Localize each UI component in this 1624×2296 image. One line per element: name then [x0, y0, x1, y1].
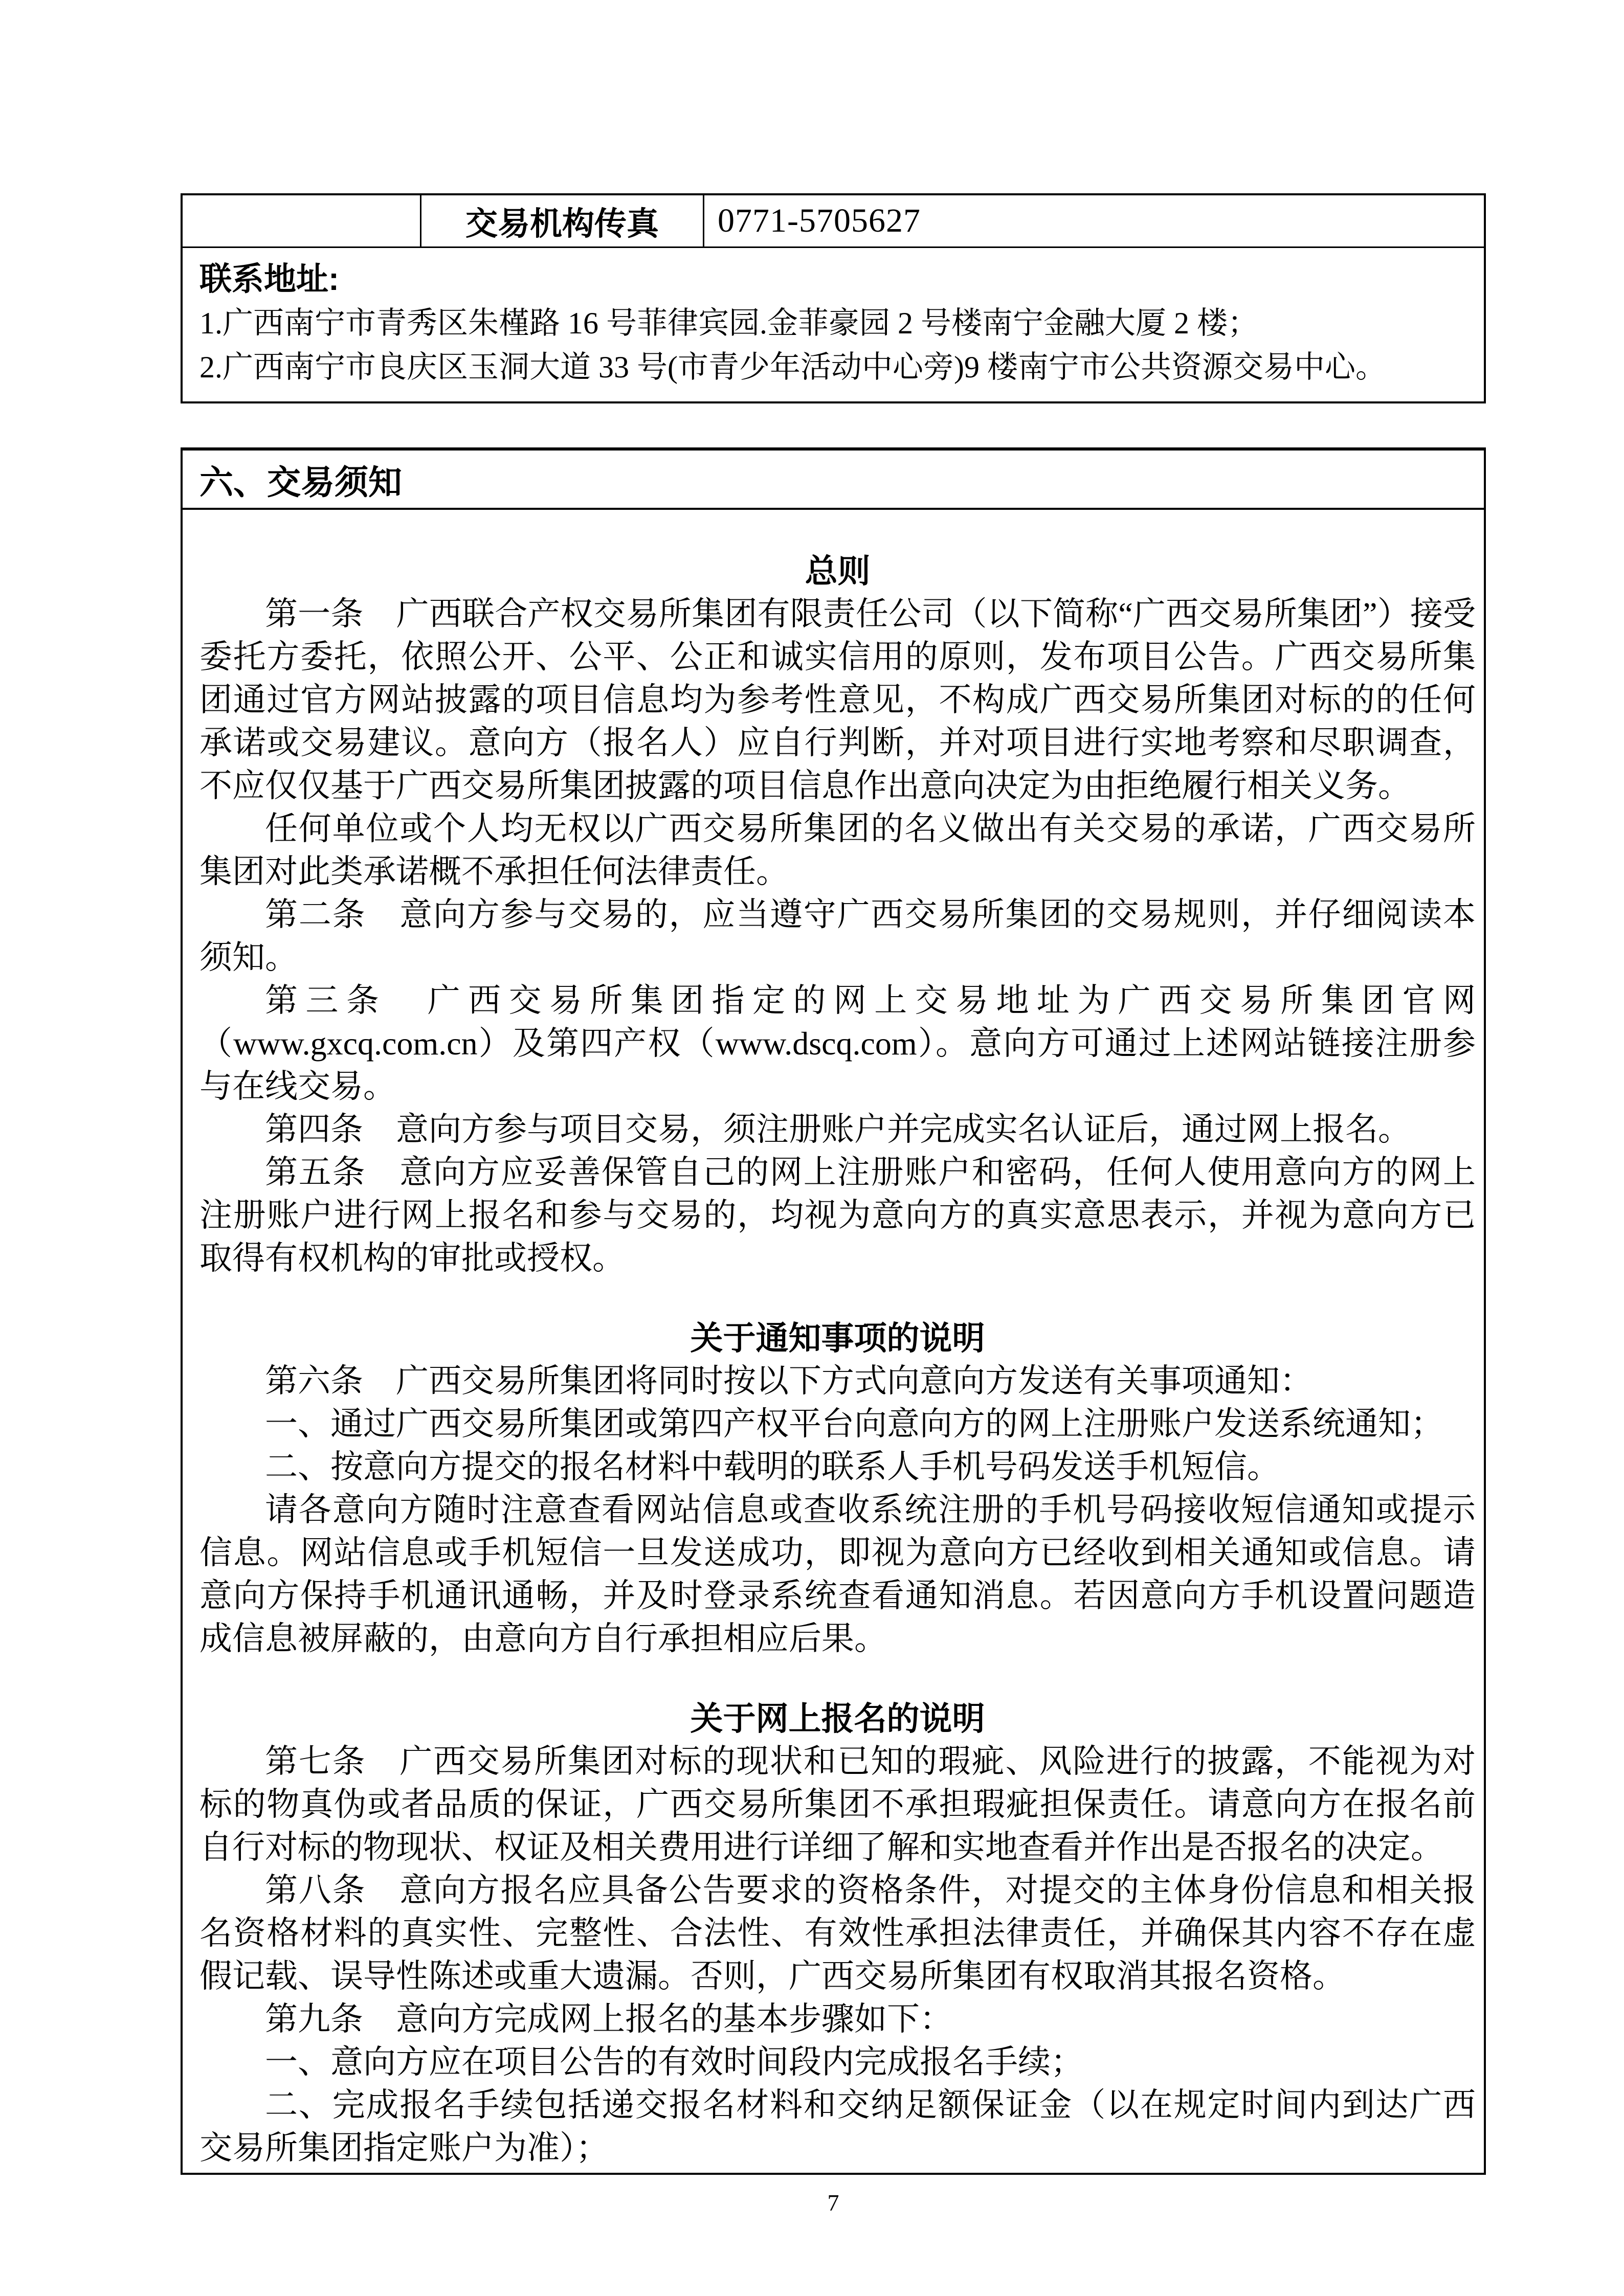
page-number: 7	[827, 2190, 839, 2216]
section-title: 六、交易须知	[183, 451, 1484, 510]
notice-block: 关于通知事项的说明	[690, 1320, 985, 1357]
fax-value: 0771-5705627	[718, 202, 921, 239]
notice-block: 第七条 广西交易所集团对标的现状和已知的瑕疵、风险进行的披露，不能视为对标的物真伪或者品质的保证，广西交易所集团不承担瑕疵担保责任。请意向方在报名前自行对标的物现状、权证及相关费用进行详细了解和实地查看并作出是否报名的决定。	[199, 1743, 1476, 1865]
notice-block: 关于网上报名的说明	[690, 1700, 985, 1737]
notice-block: 第八条 意向方报名应具备公告要求的资格条件，对提交的主体身份信息和相关报名资格材料的真实性、完整性、合法性、有效性承担法律责任，并确保其内容不存在虚假记载、误导性陈述或重大遗漏。否则，广西交易所集团有权取消其报名资格。	[199, 1872, 1476, 1994]
notice-body	[183, 510, 1484, 2173]
notice-block: 第五条 意向方应妥善保管自己的网上注册账户和密码，任何人使用意向方的网上注册账户进行网上报名和参与交易的，均视为意向方的真实意思表示，并视为意向方已取得有权机构的审批或授权。	[199, 1154, 1476, 1276]
address-heading: 联系地址:	[199, 261, 339, 297]
notice-table	[181, 447, 1486, 2175]
address-cell	[183, 248, 1484, 401]
notice-block: 一、通过广西交易所集团或第四产权平台向意向方的网上注册账户发送系统通知；	[265, 1406, 1443, 1442]
fax-label: 交易机构传真	[421, 195, 704, 246]
notice-block: 第九条 意向方完成网上报名的基本步骤如下：	[265, 2001, 952, 2037]
notice-block: 第二条 意向方参与交易的，应当遵守广西交易所集团的交易规则，并仔细阅读本须知。	[199, 896, 1476, 976]
notice-block: 第四条 意向方参与项目交易，须注册账户并完成实名认证后，通过网上报名。	[265, 1111, 1411, 1147]
address-line: 1.广西南宁市青秀区朱槿路 16 号菲律宾园.金菲豪园 2 号楼南宁金融大厦 2 楼；	[199, 306, 1258, 340]
notice-block: 第一条 广西联合产权交易所集团有限责任公司（以下简称“广西交易所集团”）接受委托方委托，依照公开、公平、公正和诚实信用的原则，发布项目公告。广西交易所集团通过官方网站披露的项目信息均为参考性意见，不构成广西交易所集团对标的的任何承诺或交易建议。意向方（报名人）应自行判断，并对项目进行实地考察和尽职调查，不应仅仅基于广西交易所集团披露的项目信息作出意向决定为由拒绝履行相关义务。	[199, 596, 1476, 804]
notice-block: 二、完成报名手续包括递交报名材料和交纳足额保证金（以在规定时间内到达广西交易所集团指定账户为准）；	[199, 2087, 1476, 2166]
notice-block: 请各意向方随时注意查看网站信息或查收系统注册的手机号码接收短信通知或提示信息。网站信息或手机短信一旦发送成功，即视为意向方已经收到相关通知或信息。请意向方保持手机通讯通畅，并及时登录系统查看通知消息。若因意向方手机设置问题造成信息被屏蔽的，由意向方自行承担相应后果。	[199, 1492, 1476, 1657]
fax-empty-cell	[183, 195, 421, 246]
page-content	[181, 193, 1486, 2216]
notice-block: 一、意向方应在项目公告的有效时间段内完成报名手续；	[265, 2044, 1083, 2080]
notice-block: 总则	[805, 553, 871, 590]
notice-block: 二、按意向方提交的报名材料中载明的联系人手机号码发送手机短信。	[265, 1449, 1280, 1485]
notice-block: 任何单位或个人均无权以广西交易所集团的名义做出有关交易的承诺，广西交易所集团对此类承诺概不承担任何法律责任。	[199, 811, 1476, 890]
address-line: 2.广西南宁市良庆区玉洞大道 33 号(市青少年活动中心旁)9 楼南宁市公共资源交易中心。	[199, 350, 1386, 384]
address-list	[199, 301, 1474, 389]
notice-block: 第三条 广西交易所集团指定的网上交易地址为广西交易所集团官网（www.gxcq.com.cn）及第四产权（www.dscq.com）。意向方可通过上述网站链接注册参与在线交易。	[199, 982, 1476, 1105]
fax-row	[183, 195, 1484, 248]
contact-table	[181, 193, 1486, 403]
notice-block: 第六条 广西交易所集团将同时按以下方式向意向方发送有关事项通知：	[265, 1363, 1312, 1399]
